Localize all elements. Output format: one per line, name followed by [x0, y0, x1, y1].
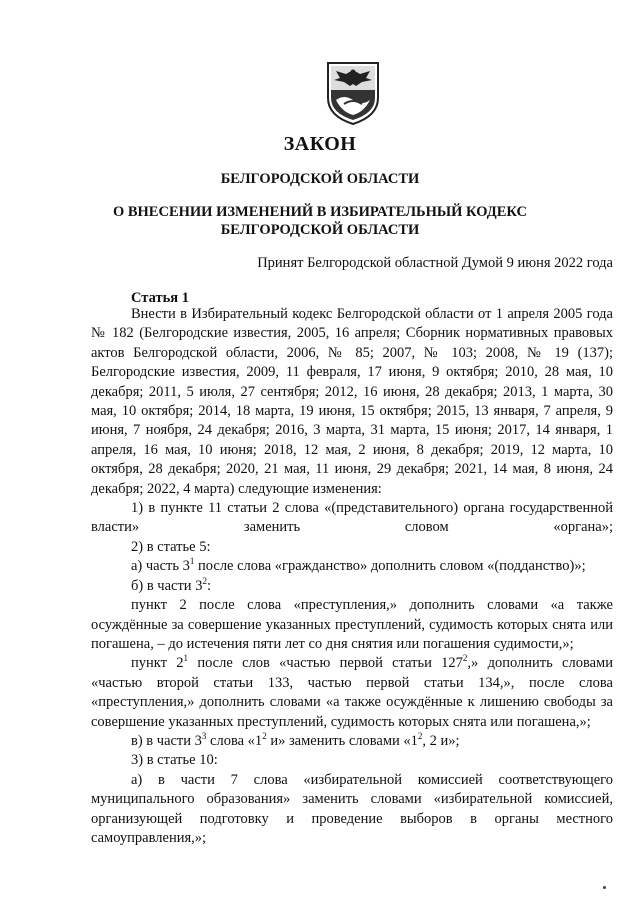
- amendment-3a: а) в части 7 слова «избирательной комиссией соответствующего муниципального образования» заменить словами «избирательной комиссией, организующей подготовку и проведение выборов в органы местного самоуправления,»;: [91, 771, 613, 846]
- amendment-2b-heading: б) в части $3^2$:: [131, 575, 211, 594]
- amendment-2-heading: 2) в статье 5:: [131, 538, 211, 555]
- scan-speck: [603, 886, 606, 889]
- article-intro-paragraph: Внести в Избирательный кодекс Белгородской области от 1 апреля 2005 года № 182 (Белгородские известия, 2005, 16 апреля; Сборник нормативных правовых актов Белгородской области, 2006, № 85; 2007, № 103; 2008, № 19 (137); Белгородские известия, 2009, 11 февраля, 17 июня, 9 октября; 2010, 28 мая, 10 декабря; 2011, 5 июля, 27 сентября; 2012, 16 июня, 28 декабря; 2013, 1 марта, 30 мая, 10 октября; 2014, 18 марта, 19 июня, 15 октября; 2015, 13 января, 7 апреля, 9 июня, 7 ноября, 24 декабря; 2016, 3 марта, 31 марта, 15 июня; 2017, 14 января, 1 апреля, 16 мая, 10 июня; 2018, 12 мая, 2 июня, 8 декабря; 2019, 12 марта, 10 октября, 28 декабря; 2020, 21 мая, 11 июня, 29 декабря; 2021, 14 мая, 8 июня, 24 декабря; 2022, 4 марта) следующие изменения:: [91, 306, 613, 497]
- amendment-2b-item-2-1: пункт $2^1$ после слов «частью первой статьи $127^2$,» дополнить словами «частью второй статьи 133, частью первой статьи 134,», после слова «преступления,» дополнить словами «а также осуждённые к лишению свободы за совершение указанных преступлений, судимость которых снята или погашена,»;: [91, 653, 613, 730]
- amendment-2b-item-2: пункт 2 после слова «преступления,» дополнить словами «а также осуждённые за совершение указанных преступлений, судимость которых снята или погашена, – до истечения пяти лет со дня снятия или погашения судимости,»;: [91, 597, 613, 652]
- amendment-2v: в) в части $3^3$ слова «$1^2$ и» заменить словами «$1^2$, 2 и»;: [131, 730, 460, 749]
- amendment-3-heading: 3) в статье 10:: [131, 752, 218, 769]
- adoption-note: Принят Белгородской областной Думой 9 июня 2022 года: [257, 255, 613, 271]
- article-heading: Статья 1: [131, 290, 189, 306]
- document-type-title: ЗАКОН: [283, 133, 357, 155]
- law-subject-line-1: О ВНЕСЕНИИ ИЗМЕНЕНИЙ В ИЗБИРАТЕЛЬНЫЙ КОДЕКС: [112, 204, 528, 220]
- region-title: БЕЛГОРОДСКОЙ ОБЛАСТИ: [220, 171, 420, 187]
- amendment-2a: а) часть $3^1$ после слова «гражданство» дополнить словом «(подданство)»;: [131, 556, 586, 575]
- amendment-1: 1) в пункте 11 статьи 2 слова «(представительного) органа государственной власти» заменить словом «органа»;: [91, 500, 613, 536]
- law-subject-line-2: БЕЛГОРОДСКОЙ ОБЛАСТИ: [220, 222, 420, 238]
- law-subject-title: [0, 203, 640, 239]
- coat-of-arms-icon: [324, 60, 382, 126]
- article-body: [91, 305, 613, 848]
